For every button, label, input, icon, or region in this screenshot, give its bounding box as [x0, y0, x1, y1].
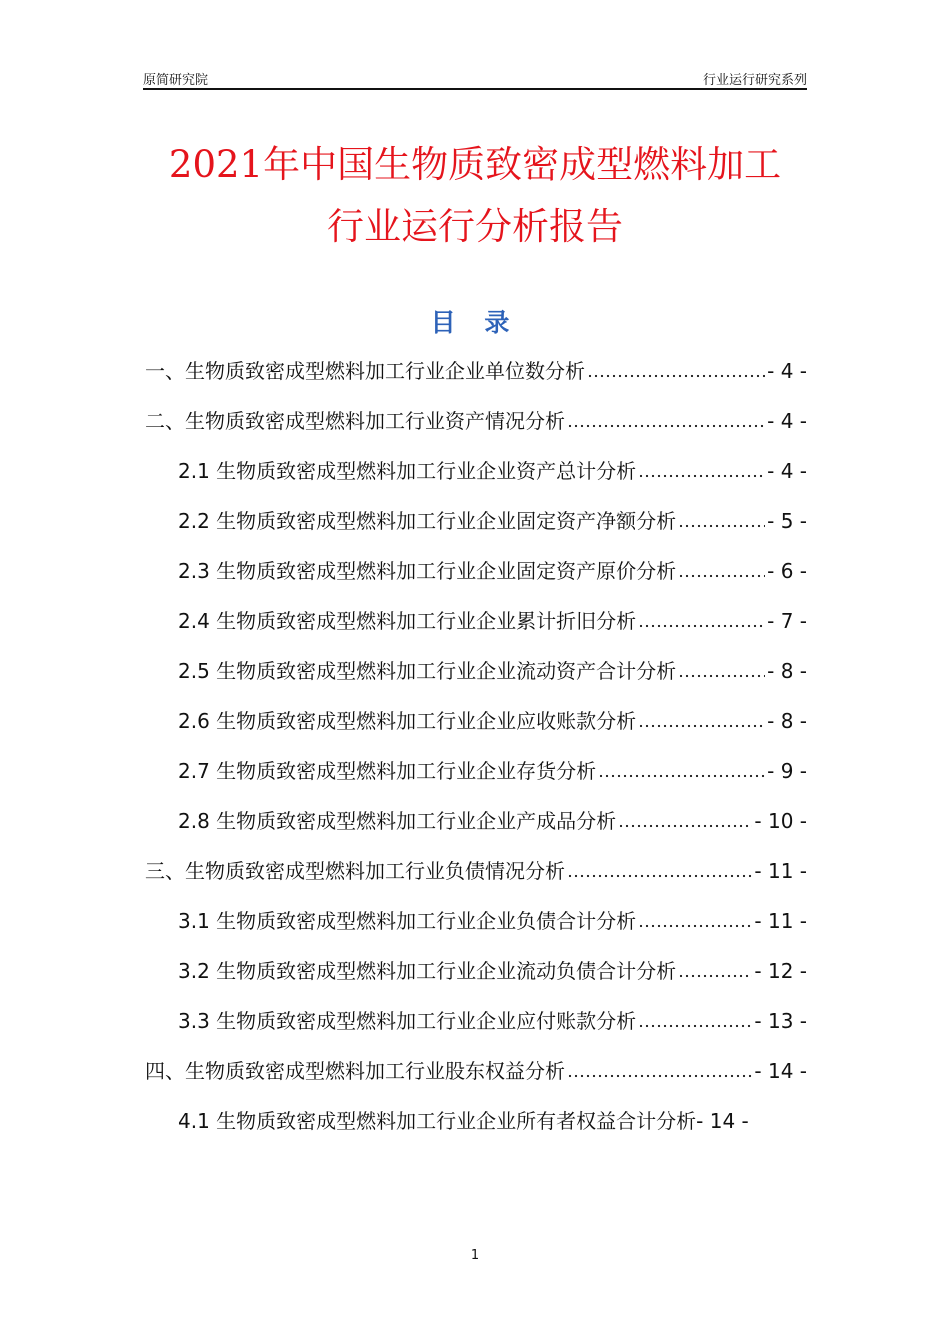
toc-dot-leader: [638, 1024, 752, 1028]
toc-entry-page: - 5 -: [767, 509, 807, 533]
toc-entry[interactable]: [145, 696, 807, 746]
toc-entry-title: 2.1 生物质致密成型燃料加工行业企业资产总计分析: [178, 459, 637, 483]
header-org: 原简研究院: [143, 73, 209, 88]
toc-entry-title: 3.2 生物质致密成型燃料加工行业企业流动负债合计分析: [178, 959, 677, 983]
toc-entry-title: 一、生物质致密成型燃料加工行业企业单位数分析: [145, 359, 585, 383]
toc-entry[interactable]: [145, 396, 807, 446]
toc-entry-title: 2.8 生物质致密成型燃料加工行业企业产成品分析: [178, 809, 617, 833]
toc-entry[interactable]: [145, 746, 807, 796]
toc-entry-title: 2.7 生物质致密成型燃料加工行业企业存货分析: [178, 759, 597, 783]
page-number: 1: [470, 1248, 480, 1263]
toc-entry-page: - 6 -: [767, 559, 807, 583]
toc-entry-page: - 8 -: [767, 709, 807, 733]
toc-entry-title: 2.4 生物质致密成型燃料加工行业企业累计折旧分析: [178, 609, 637, 633]
toc-entry-page: - 4 -: [767, 359, 807, 383]
toc-entry[interactable]: [145, 646, 807, 696]
toc-entry-page: - 10 -: [754, 809, 807, 833]
toc-dot-leader: [567, 874, 752, 878]
table-of-contents: [145, 346, 807, 1146]
toc-dot-leader: [587, 374, 765, 378]
toc-entry-page: - 8 -: [767, 659, 807, 683]
toc-entry[interactable]: [145, 846, 807, 896]
toc-entry-title: 四、生物质致密成型燃料加工行业股东权益分析: [145, 1059, 565, 1083]
toc-dot-leader: [598, 774, 765, 778]
toc-dot-leader: [618, 824, 752, 828]
toc-entry-page: - 12 -: [754, 959, 807, 983]
toc-entry[interactable]: [145, 1046, 807, 1096]
document-title: [0, 134, 950, 258]
toc-entry-title: 2.6 生物质致密成型燃料加工行业企业应收账款分析: [178, 709, 637, 733]
toc-entry-page: - 14 -: [696, 1109, 749, 1133]
toc-dot-leader: [678, 574, 765, 578]
toc-entry-title: 2.2 生物质致密成型燃料加工行业企业固定资产净额分析: [178, 509, 677, 533]
title-line-2: 行业运行分析报告: [327, 205, 623, 248]
toc-entry-title: 2.5 生物质致密成型燃料加工行业企业流动资产合计分析: [178, 659, 677, 683]
toc-dot-leader: [678, 674, 765, 678]
toc-entry-page: - 9 -: [767, 759, 807, 783]
toc-dot-leader: [638, 724, 765, 728]
toc-entry[interactable]: [145, 896, 807, 946]
header-series: 行业运行研究系列: [702, 73, 807, 88]
toc-dot-leader: [567, 1074, 752, 1078]
toc-entry-title: 二、生物质致密成型燃料加工行业资产情况分析: [145, 409, 565, 433]
toc-dot-leader: [638, 924, 752, 928]
toc-entry-page: - 11 -: [754, 909, 807, 933]
toc-entry[interactable]: [145, 996, 807, 1046]
toc-entry[interactable]: [145, 446, 807, 496]
toc-entry-page: - 4 -: [767, 459, 807, 483]
toc-entry-page: - 4 -: [767, 409, 807, 433]
toc-entry-page: - 7 -: [767, 609, 807, 633]
toc-entry-title: 3.3 生物质致密成型燃料加工行业企业应付账款分析: [178, 1009, 637, 1033]
title-line-1: 2021年中国生物质致密成型燃料加工: [168, 143, 782, 186]
toc-entry[interactable]: [145, 496, 807, 546]
toc-dot-leader: [678, 524, 765, 528]
toc-dot-leader: [638, 624, 765, 628]
page-header: [143, 68, 807, 90]
toc-entry[interactable]: [145, 796, 807, 846]
toc-entry-title: 4.1 生物质致密成型燃料加工行业企业所有者权益合计分析: [178, 1109, 697, 1133]
toc-dot-leader: [567, 424, 765, 428]
toc-entry[interactable]: [145, 946, 807, 996]
toc-entry-page: - 13 -: [754, 1009, 807, 1033]
toc-entry[interactable]: [145, 1096, 807, 1146]
toc-entry-title: 3.1 生物质致密成型燃料加工行业企业负债合计分析: [178, 909, 637, 933]
toc-entry-title: 2.3 生物质致密成型燃料加工行业企业固定资产原价分析: [178, 559, 677, 583]
toc-entry[interactable]: [145, 546, 807, 596]
toc-dot-leader: [638, 474, 765, 478]
toc-entry-title: 三、生物质致密成型燃料加工行业负债情况分析: [145, 859, 565, 883]
toc-dot-leader: [678, 974, 752, 978]
toc-entry-page: - 14 -: [754, 1059, 807, 1083]
toc-heading: 目 录: [430, 308, 520, 337]
toc-entry[interactable]: [145, 596, 807, 646]
toc-entry[interactable]: [145, 346, 807, 396]
toc-entry-page: - 11 -: [754, 859, 807, 883]
